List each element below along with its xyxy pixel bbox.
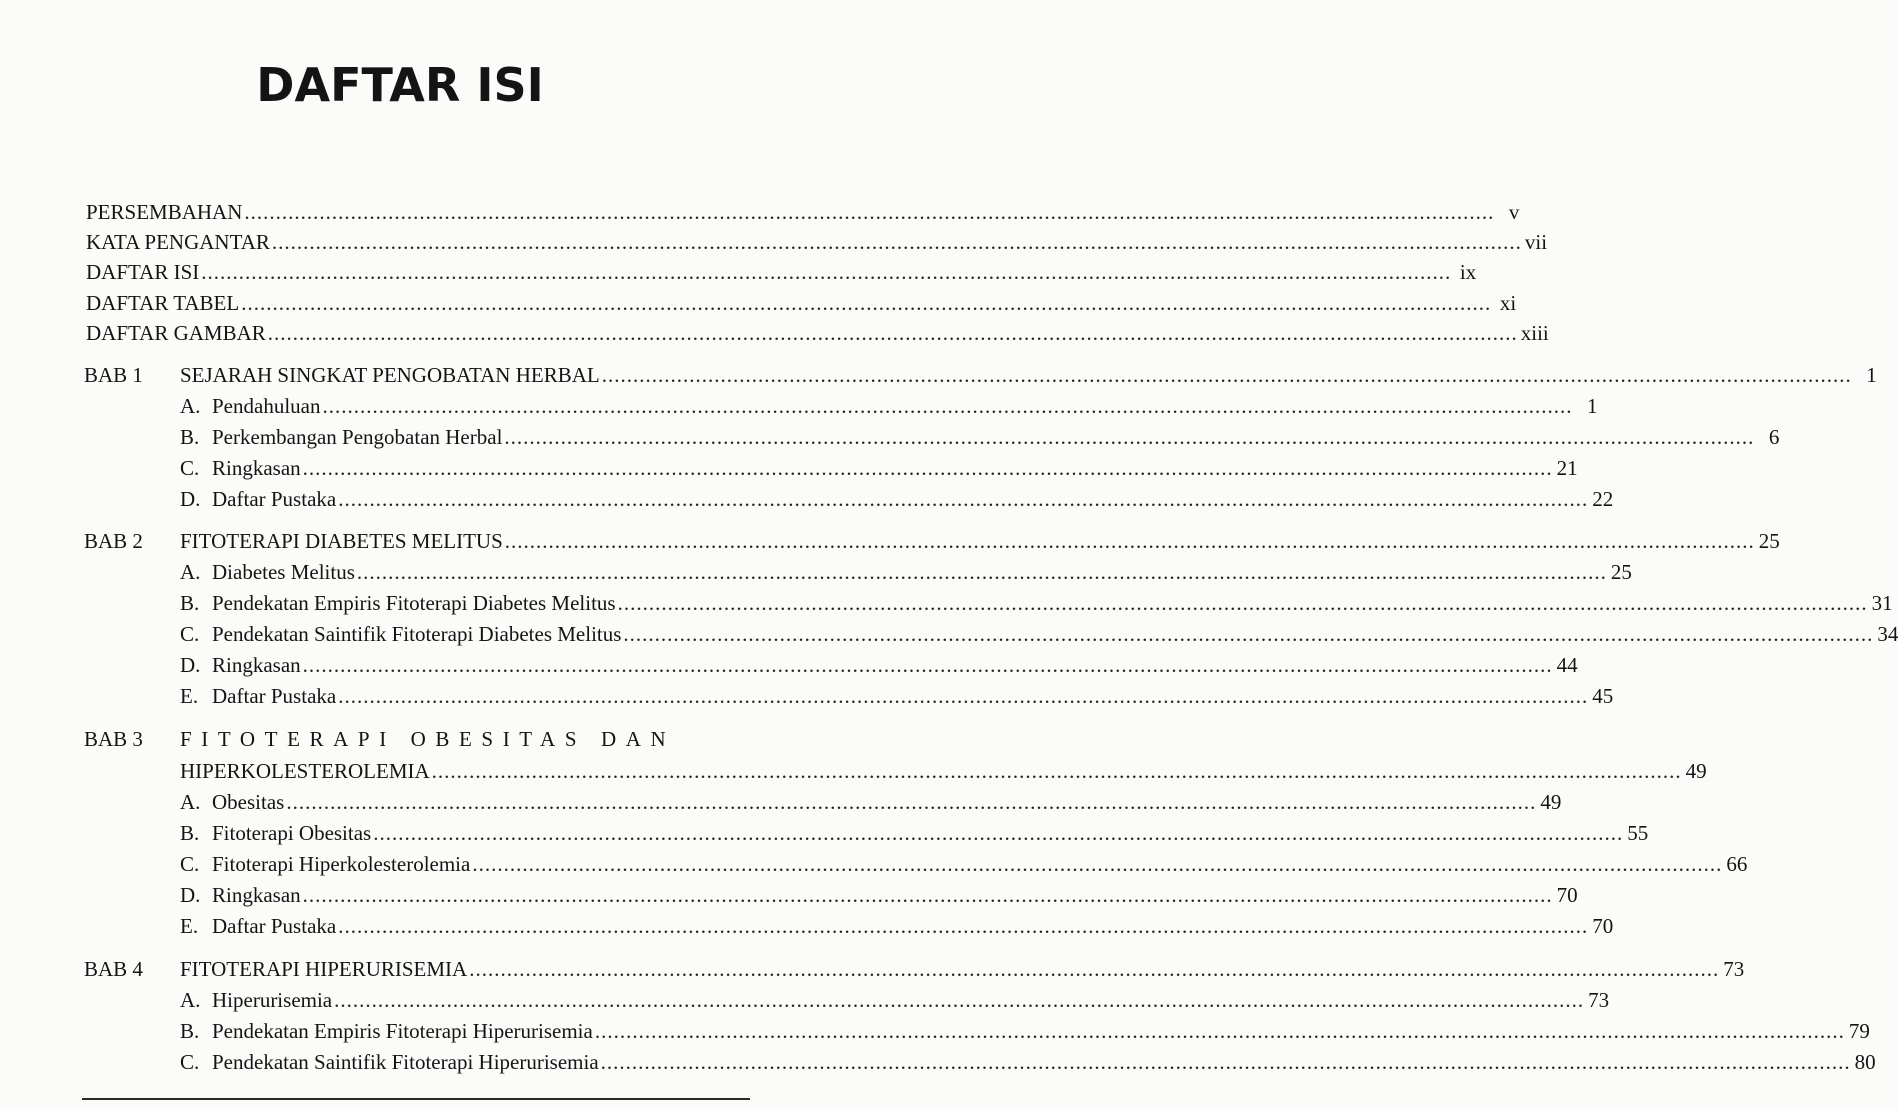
toc-front-entry [86, 257, 1477, 287]
toc-section-entry [180, 985, 1610, 1015]
entry-label: Obesitas [212, 790, 285, 814]
toc-section-entry [180, 619, 1898, 649]
page-number: 25 [1610, 560, 1632, 584]
entry-label: Pendekatan Saintifik Fitoterapi Diabetes Melitus [212, 622, 622, 646]
section-letter: E. [180, 914, 199, 938]
dot-leader: ........................................................................................................................................................................................................ [623, 622, 1874, 646]
dot-leader: ........................................................................................................................................................................................................ [302, 456, 1553, 480]
toc-section-entry [180, 787, 1562, 817]
page-number: 49 [1685, 759, 1707, 783]
toc-section-entry [180, 818, 1649, 848]
entry-label: Daftar Pustaka [212, 684, 337, 708]
toc-section-entry [180, 588, 1893, 618]
toc-front-entry [86, 288, 1517, 318]
dot-leader: ........................................................................................................................................................................................................ [244, 200, 1495, 224]
entry-label: FITOTERAPI DIABETES MELITUS [180, 529, 503, 553]
toc-section-entry [180, 484, 1614, 514]
dot-leader: ........................................................................................................................................................................................................ [322, 394, 1573, 418]
page-number: 49 [1540, 790, 1562, 814]
page-number: 66 [1726, 852, 1748, 876]
dot-leader: ........................................................................................................................................................................................................ [241, 291, 1492, 315]
dot-leader: ........................................................................................................................................................................................................ [472, 852, 1723, 876]
dot-leader: ........................................................................................................................................................................................................ [302, 883, 1553, 907]
entry-label: Diabetes Melitus [212, 560, 355, 584]
page-number: 80 [1854, 1050, 1876, 1074]
section-letter: B. [180, 425, 200, 449]
dot-leader: ........................................................................................................................................................................................................ [601, 363, 1852, 387]
page-number: 70 [1556, 883, 1578, 907]
dot-leader: ........................................................................................................................................................................................................ [469, 957, 1720, 981]
page-number: 70 [1592, 914, 1614, 938]
section-letter: D. [180, 487, 201, 511]
entry-label: PERSEMBAHAN [86, 200, 243, 224]
entry-label: Ringkasan [212, 653, 301, 677]
bottom-rule [82, 1098, 750, 1100]
entry-label: Ringkasan [212, 456, 301, 480]
entry-label: Pendekatan Empiris Fitoterapi Hiperurisemia [212, 1019, 593, 1043]
entry-label: Daftar Pustaka [212, 914, 337, 938]
entry-label: SEJARAH SINGKAT PENGOBATAN HERBAL [180, 363, 600, 387]
entry-label: Perkembangan Pengobatan Herbal [212, 425, 503, 449]
toc-section-entry [180, 557, 1632, 587]
section-letter: A. [180, 988, 201, 1012]
section-letter: B. [180, 591, 200, 615]
dot-leader: ........................................................................................................................................................................................................ [338, 914, 1589, 938]
toc-section-entry [180, 650, 1578, 680]
entry-label: Hiperurisemia [212, 988, 333, 1012]
toc-section-entry [180, 391, 1598, 421]
dot-leader: ........................................................................................................................................................................................................ [338, 487, 1589, 511]
toc-chapter-entry [180, 360, 1877, 390]
toc-front-entry [86, 227, 1548, 257]
page-title: DAFTAR ISI [256, 58, 544, 112]
section-letter: C. [180, 622, 200, 646]
chapter-number: BAB 1 [84, 363, 143, 387]
toc-chapter-entry [180, 954, 1745, 984]
section-letter: D. [180, 653, 201, 677]
toc-section-entry [180, 849, 1748, 879]
page-number: ix [1459, 260, 1477, 284]
toc-section-entry [180, 453, 1578, 483]
section-letter: E. [180, 684, 199, 708]
dot-leader: ........................................................................................................................................................................................................ [201, 260, 1452, 284]
chapter-number: BAB 2 [84, 529, 143, 553]
toc-section-entry [180, 1016, 1870, 1046]
dot-leader: ........................................................................................................................................................................................................ [302, 653, 1553, 677]
page-number: v [1508, 200, 1520, 224]
dot-leader: ........................................................................................................................................................................................................ [617, 591, 1868, 615]
toc-section-entry [180, 681, 1614, 711]
chapter-number: BAB 4 [84, 957, 143, 981]
toc-section-entry [180, 911, 1614, 941]
dot-leader: ........................................................................................................................................................................................................ [600, 1050, 1851, 1074]
chapter-number: BAB 3 [84, 727, 143, 751]
page-number: xiii [1520, 321, 1549, 345]
page-number: 6 [1768, 425, 1780, 449]
page-number: 55 [1627, 821, 1649, 845]
entry-label: KATA PENGANTAR [86, 230, 270, 254]
dot-leader: ........................................................................................................................................................................................................ [271, 230, 1522, 254]
page-number: 1 [1586, 394, 1598, 418]
dot-leader: ........................................................................................................................................................................................................ [431, 759, 1682, 783]
dot-leader: ........................................................................................................................................................................................................ [267, 321, 1518, 345]
section-letter: C. [180, 456, 200, 480]
page-number: 31 [1871, 591, 1893, 615]
dot-leader: ........................................................................................................................................................................................................ [504, 529, 1755, 553]
toc-section-entry [180, 1047, 1876, 1077]
page-number: 34 [1877, 622, 1898, 646]
toc-front-entry [86, 318, 1549, 348]
entry-label: HIPERKOLESTEROLEMIA [180, 759, 430, 783]
entry-label: Ringkasan [212, 883, 301, 907]
page-number: 73 [1588, 988, 1610, 1012]
toc-chapter-entry [180, 526, 1780, 556]
entry-label: Pendekatan Saintifik Fitoterapi Hiperurisemia [212, 1050, 599, 1074]
section-letter: C. [180, 1050, 200, 1074]
page-number: 45 [1592, 684, 1614, 708]
entry-label: DAFTAR TABEL [86, 291, 240, 315]
dot-leader: ........................................................................................................................................................................................................ [338, 684, 1589, 708]
section-letter: A. [180, 790, 201, 814]
entry-label: Daftar Pustaka [212, 487, 337, 511]
page-number: 1 [1866, 363, 1877, 387]
dot-leader: ........................................................................................................................................................................................................ [356, 560, 1607, 584]
dot-leader: ........................................................................................................................................................................................................ [373, 821, 1624, 845]
page-number: vii [1524, 230, 1548, 254]
dot-leader: ........................................................................................................................................................................................................ [504, 425, 1755, 449]
toc-chapter-entry [180, 756, 1707, 786]
section-letter: D. [180, 883, 201, 907]
page-number: 22 [1592, 487, 1614, 511]
entry-label: Fitoterapi Hiperkolesterolemia [212, 852, 471, 876]
entry-label: Pendekatan Empiris Fitoterapi Diabetes Melitus [212, 591, 616, 615]
page-number: xi [1499, 291, 1517, 315]
toc-section-entry [180, 880, 1578, 910]
chapter-title-line1: FITOTERAPI OBESITAS DAN [180, 727, 676, 751]
page-number: 21 [1556, 456, 1578, 480]
page-number: 73 [1723, 957, 1745, 981]
section-letter: B. [180, 821, 200, 845]
section-letter: A. [180, 560, 201, 584]
dot-leader: ........................................................................................................................................................................................................ [594, 1019, 1845, 1043]
entry-label: FITOTERAPI HIPERURISEMIA [180, 957, 468, 981]
toc-section-entry [180, 422, 1780, 452]
entry-label: DAFTAR ISI [86, 260, 200, 284]
section-letter: B. [180, 1019, 200, 1043]
toc-front-entry [86, 197, 1520, 227]
dot-leader: ........................................................................................................................................................................................................ [286, 790, 1537, 814]
dot-leader: ........................................................................................................................................................................................................ [334, 988, 1585, 1012]
page-number: 79 [1848, 1019, 1870, 1043]
page-number: 44 [1556, 653, 1578, 677]
section-letter: C. [180, 852, 200, 876]
page-number: 25 [1758, 529, 1780, 553]
entry-label: Fitoterapi Obesitas [212, 821, 372, 845]
entry-label: DAFTAR GAMBAR [86, 321, 266, 345]
entry-label: Pendahuluan [212, 394, 321, 418]
section-letter: A. [180, 394, 201, 418]
